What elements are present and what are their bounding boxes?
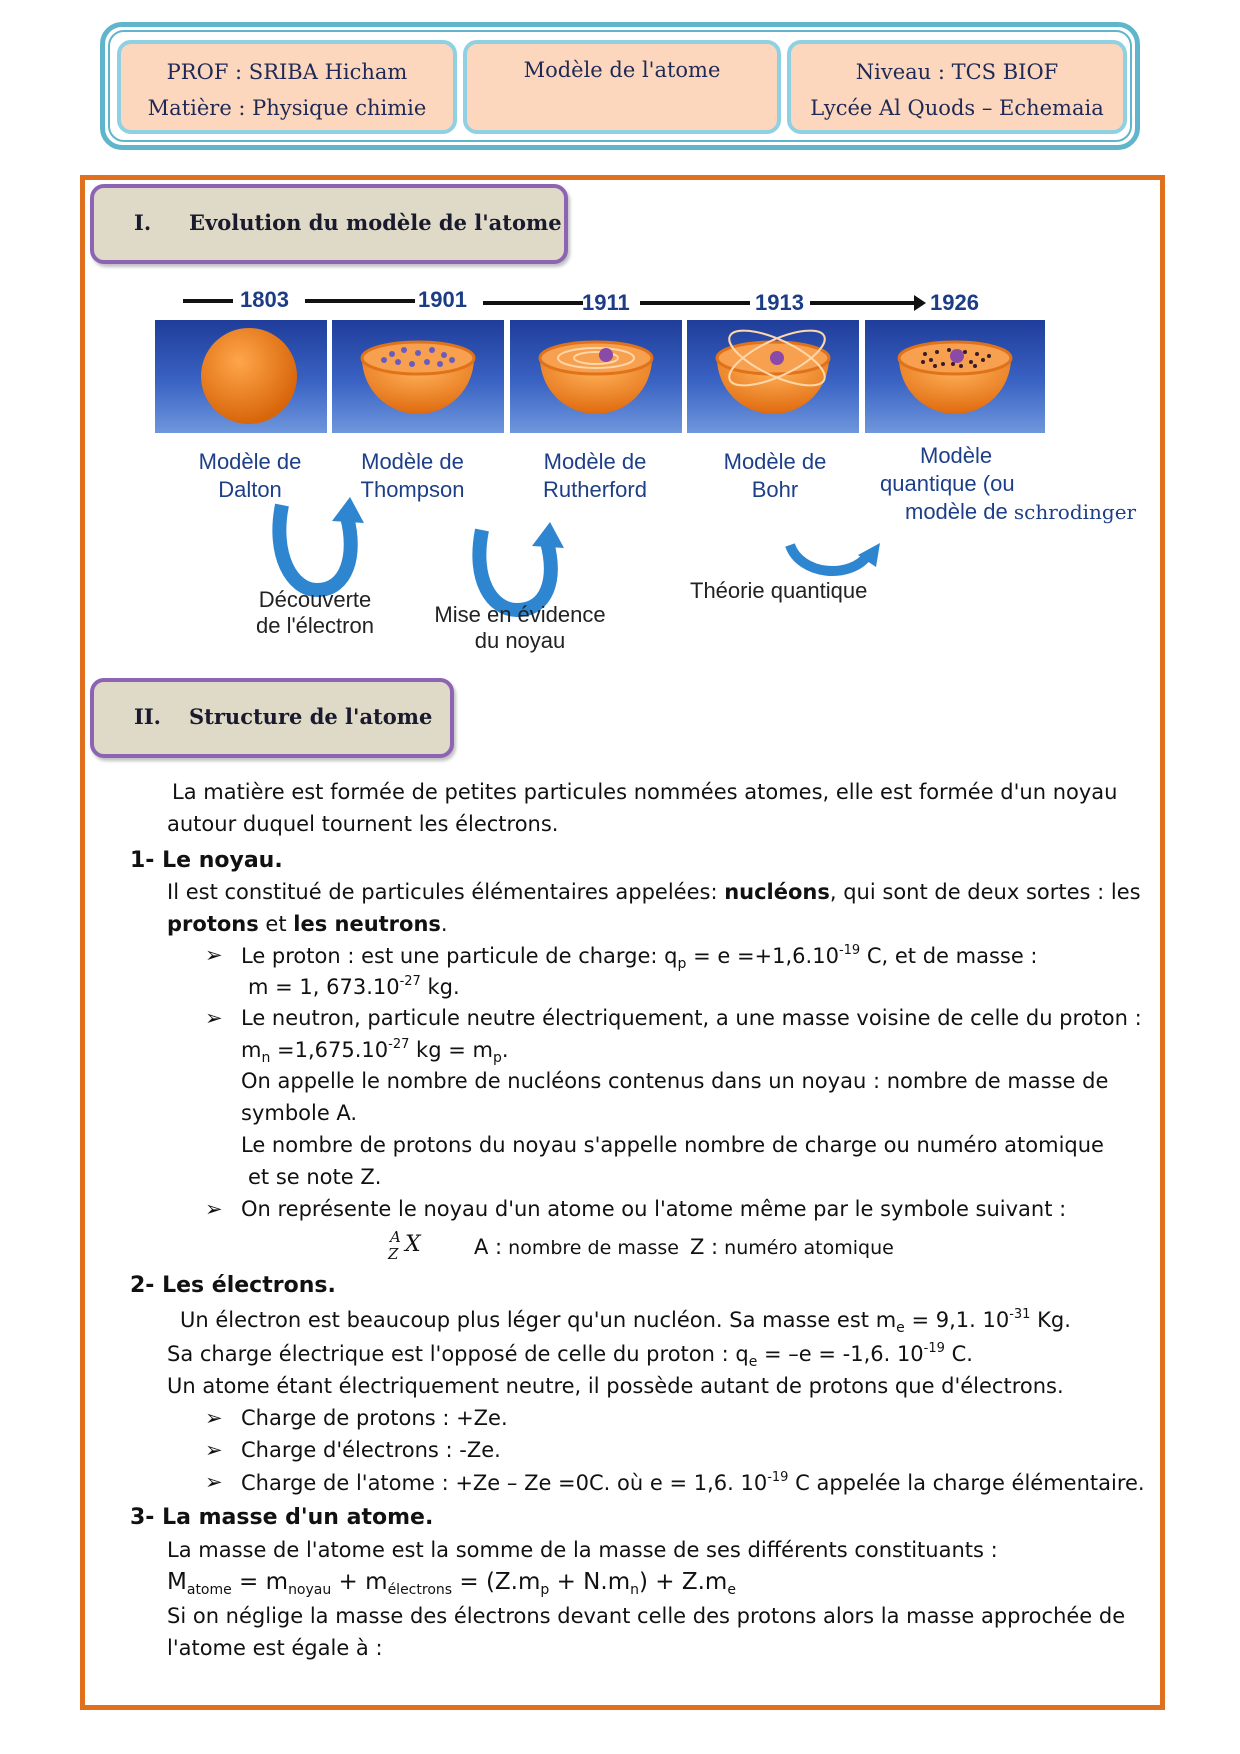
legend-Z: Z : numéro atomique — [690, 1235, 894, 1259]
charge-atom: Charge de l'atome : +Ze – Ze =0C. où e = 1,6. $10^{-19}$ C appelée la charge élémentaire. — [241, 1470, 1145, 1495]
label-electron-discovery: Découverte de l'électron — [256, 587, 374, 638]
charge-protons: Charge de protons : +Ze. — [241, 1406, 508, 1430]
label-dalton: Modèle de Dalton — [198, 449, 302, 502]
charge-electrons: Charge d'électrons : -Ze. — [241, 1438, 501, 1462]
timeline-line — [640, 301, 750, 305]
mass-formula: $M_{atome} = m_{noyau} + m_{électrons} = (Z.m_p + N.m_n) + Z.m_e$ — [167, 1569, 736, 1598]
dalton-sphere-icon — [155, 320, 327, 433]
section-number: II. — [134, 704, 161, 729]
mass-line-1: La masse de l'atome est la somme de la masse de ses différents constituants : — [167, 1538, 998, 1562]
atomic-number-line-2: et se note Z. — [248, 1165, 382, 1189]
label-thompson: Modèle de Thompson — [360, 449, 465, 502]
nucleus-line-1: Il est constitué de particules élémentaires appelées: nucléons, qui sont de deux sortes : les — [167, 880, 1141, 904]
header-teacher-box — [117, 40, 457, 134]
bullet-arrow-icon: ➢ — [205, 1438, 223, 1462]
header-level-box — [787, 40, 1127, 134]
bullet-arrow-icon: ➢ — [205, 1197, 223, 1221]
proton-line-1: Le proton : est une particule de charge: $q_p = e =+1,6.10^{-19}$ C, et de masse : — [241, 943, 1038, 972]
section-heading-2 — [90, 678, 454, 758]
header-subject: Matière : Physique chimie — [147, 96, 427, 120]
timeline-arrowhead-icon — [914, 295, 926, 311]
header-level: Niveau : TCS BIOF — [855, 60, 1059, 84]
symbol-intro: On représente le noyau d'un atome ou l'atome même par le symbole suivant : — [241, 1197, 1067, 1221]
header-school: Lycée Al Quods – Echemaia — [810, 96, 1104, 120]
header-title-box — [463, 40, 781, 134]
label-rutherford: Modèle de Rutherford — [543, 449, 647, 502]
year-1803: 1803 — [240, 287, 289, 312]
header-title: Modèle de l'atome — [523, 58, 721, 82]
mass-line-3: Si on néglige la masse des électrons devant celle des protons alors la masse approchée de — [167, 1604, 1126, 1628]
intro-line-1: La matière est formée de petites particules nommées atomes, elle est formée d'un noyau — [172, 780, 1118, 804]
timeline-line — [183, 299, 233, 303]
year-1911: 1911 — [582, 290, 630, 315]
intro-line-2: autour duquel tournent les électrons. — [167, 812, 559, 836]
header-teacher: PROF : SRIBA Hicham — [166, 60, 408, 84]
proton-line-2: m = 1, $673.10^{-27}$ kg. — [248, 974, 460, 999]
dalton-model-image — [155, 320, 327, 433]
label-quantum-theory: Théorie quantique — [690, 578, 868, 603]
bullet-arrow-icon: ➢ — [205, 943, 223, 967]
heading-atom-mass: 3- La masse d'un atome. — [130, 1505, 434, 1530]
mass-number-line-1: On appelle le nombre de nucléons contenus dans un noyau : nombre de masse de — [241, 1069, 1109, 1093]
neutron-line-1: Le neutron, particule neutre électriquement, a une masse voisine de celle du proton : — [241, 1006, 1142, 1030]
label-bohr: Modèle de Bohr — [723, 449, 827, 502]
symbol-A: A — [390, 1228, 401, 1246]
electron-line-3: Un atome étant électriquement neutre, il possède autant de protons que d'électrons. — [167, 1374, 1064, 1398]
symbol-Z: Z — [388, 1245, 399, 1263]
rutherford-bowl-icon — [510, 320, 682, 433]
rutherford-model-image — [510, 320, 682, 433]
year-1926: 1926 — [930, 290, 979, 315]
bohr-bowl-icon — [687, 320, 859, 433]
electron-line-2: Sa charge électrique est l'opposé de celle du proton : $q_e = -e = -1,6$. $10^{-19}$ C. — [167, 1341, 973, 1370]
section-heading-1 — [90, 184, 568, 264]
year-1913: 1913 — [755, 290, 804, 315]
atomic-number-line-1: Le nombre de protons du noyau s'appelle nombre de charge ou numéro atomique — [241, 1133, 1104, 1157]
section-title: Evolution du modèle de l'atome — [189, 210, 562, 235]
label-quantum: Modèle quantique (ou — [880, 443, 1015, 496]
bohr-model-image — [687, 320, 859, 433]
mass-number-line-2: symbole A. — [241, 1101, 358, 1125]
electron-line-1: Un électron est beaucoup plus léger qu'un nucléon. Sa masse est $m_e = 9,1$. $10^{-31}$ Kg. — [180, 1307, 1071, 1336]
bullet-arrow-icon: ➢ — [205, 1470, 223, 1494]
thompson-model-image — [332, 320, 504, 433]
label-quantum-line3: modèle de schrodinger — [905, 499, 1137, 524]
year-1901: 1901 — [418, 287, 467, 312]
legend-A: A : nombre de masse — [474, 1235, 679, 1259]
heading-nucleus: 1- Le noyau. — [130, 848, 283, 873]
heading-electrons: 2- Les électrons. — [130, 1273, 336, 1298]
bullet-arrow-icon: ➢ — [205, 1006, 223, 1030]
timeline-line — [305, 299, 415, 303]
mass-line-4: l'atome est égale à : — [167, 1636, 383, 1660]
quantum-model-image — [865, 320, 1045, 433]
section-number: I. — [134, 210, 152, 235]
thompson-bowl-icon — [332, 320, 504, 433]
bullet-arrow-icon: ➢ — [205, 1406, 223, 1430]
label-nucleus-evidence: Mise en évidence du noyau — [434, 602, 606, 653]
timeline-line — [810, 301, 915, 305]
quantum-bowl-icon — [865, 320, 1045, 433]
section-title: Structure de l'atome — [189, 704, 433, 729]
neutron-line-2: $m_n =1,675.10^{-27}$ kg = $m_p$. — [241, 1037, 509, 1066]
symbol-X: X — [405, 1232, 421, 1257]
nucleus-line-2: protons et les neutrons. — [167, 912, 448, 936]
timeline-line — [483, 301, 583, 305]
